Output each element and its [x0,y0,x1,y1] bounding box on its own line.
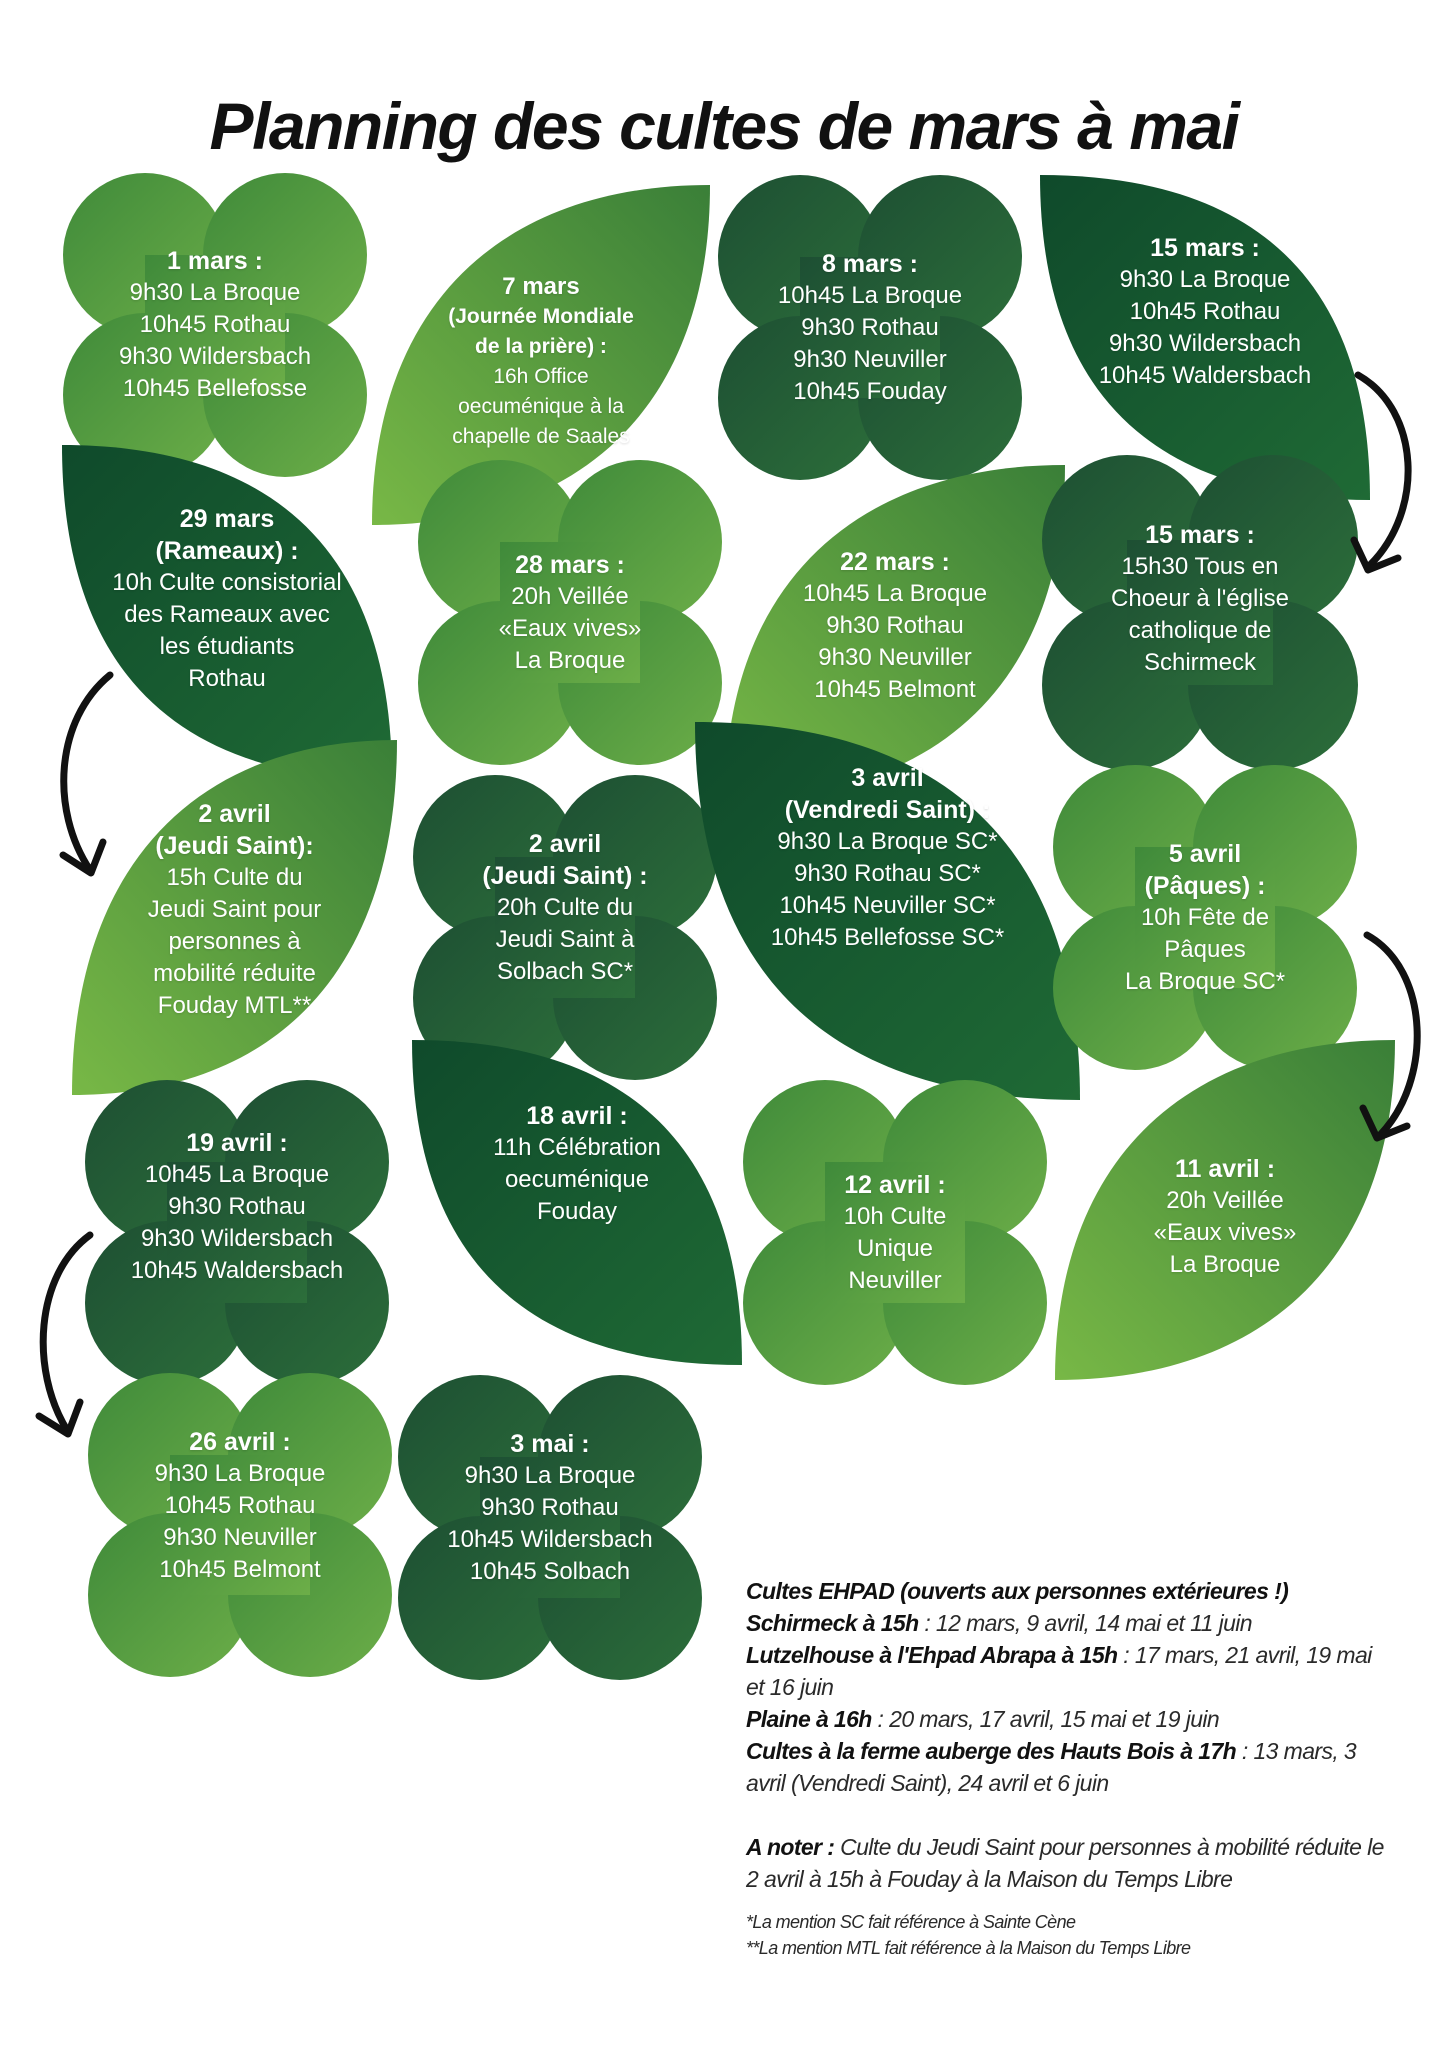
card-text: 5 avril (Pâques) : 10h Fête de Pâques La Broque SC* [1124,839,1286,995]
clover-12-avril [730,1070,1060,1395]
page-title: Planning des cultes de mars à mai [209,89,1239,163]
clover-19-avril [72,1070,402,1395]
card-text: 19 avril : 10h45 La Broque 9h30 Rothau 9h30 Wildersbach 10h45 Waldersbach [130,1128,344,1284]
ehpad-title: Cultes EHPAD (ouverts aux personnes extérieures !) [746,1578,1289,1604]
curved-arrow-icon [45,670,125,885]
ehpad-schirmeck: Schirmeck à 15h : 12 mars, 9 avril, 14 mai et 11 juin [746,1610,1252,1636]
clover-28-mars [405,450,735,775]
card-text: 15 mars : 9h30 La Broque 10h45 Rothau 9h30 Wildersbach 10h45 Waldersbach [1098,233,1312,389]
card-text: 2 avril (Jeudi Saint): 15h Culte du Jeudi Saint pour personnes à mobilité réduite Fouday MTL** [147,800,322,1020]
card-text: 29 mars (Rameaux) : 10h Culte consistorial des Rameaux avec les étudiants Rothau [112,505,342,693]
card-text: 15 mars : 15h30 Tous en Choeur à l'église catholique de Schirmeck [1110,521,1290,677]
leaf-11-avril [1055,1040,1395,1380]
clover-3-mai [385,1365,715,1690]
card-text: 2 avril (Jeudi Saint) : 20h Culte du Jeudi Saint à Solbach SC* [482,830,648,985]
curved-arrow-icon [1355,930,1440,1155]
card-text: 26 avril : 9h30 La Broque 10h45 Rothau 9h30 Neuviller 10h45 Belmont [154,1427,326,1583]
footnote-mtl: **La mention MTL fait référence à la Maison du Temps Libre [746,1938,1191,1958]
a-noter: A noter : Culte du Jeudi Saint pour personnes à mobilité réduite le 2 avril à 15h à Fouday à la Maison du Temps Libre [746,1834,1384,1892]
card-text: 22 mars : 10h45 La Broque 9h30 Rothau 9h30 Neuviller 10h45 Belmont [802,547,988,703]
card-text: 11 avril : 20h Veillée «Eaux vives» La Broque [1153,1154,1297,1278]
clover-5-avril [1040,755,1370,1080]
card-text: 18 avril : 11h Célébration oecuménique Fouday [493,1101,661,1225]
ehpad-plaine: Plaine à 16h : 20 mars, 17 avril, 15 mai et 19 juin [746,1706,1220,1732]
card-text: 12 avril : 10h Culte Unique Neuviller [843,1170,947,1294]
clover-1-mars [50,165,380,485]
ehpad-ferme: Cultes à la ferme auberge des Hauts Bois à 17h : 13 mars, 3 avril (Vendredi Saint), 24 avril et 6 juin [746,1738,1357,1796]
card-text: 3 avril (Vendredi Saint) : 9h30 La Broque SC* 9h30 Rothau SC* 10h45 Neuviller SC* 10h45 Bellefosse SC* [770,764,1005,952]
card-text: 8 mars : 10h45 La Broque 9h30 Rothau 9h30 Neuviller 10h45 Fouday [777,249,963,405]
footnote-sc: *La mention SC fait référence à Sainte Cène [746,1912,1076,1932]
leaf-18-avril [412,1040,742,1365]
card-text: 3 mai : 9h30 La Broque 9h30 Rothau 10h45 Wildersbach 10h45 Solbach [447,1430,653,1585]
clover-26-avril [75,1365,405,1685]
card-text: 28 mars : 20h Veillée «Eaux vives» La Broque [498,550,642,674]
curved-arrow-icon [1340,370,1430,590]
notes-block [746,1575,1386,1961]
card-text: 7 mars (Journée Mondiale de la prière) : 16h Office oecuménique à la chapelle de Saales [448,272,634,448]
clover-15-mars-choeur [1030,445,1370,780]
ehpad-lutzelhouse: Lutzelhouse à l'Ehpad Abrapa à 15h : 17 mars, 21 avril, 19 mai et 16 juin [746,1642,1372,1700]
clover-8-mars [705,165,1035,490]
curved-arrow-icon [25,1230,100,1445]
card-text: 1 mars : 9h30 La Broque 10h45 Rothau 9h30 Wildersbach 10h45 Bellefosse [118,247,312,402]
leaf-3-avril [695,722,1080,1100]
